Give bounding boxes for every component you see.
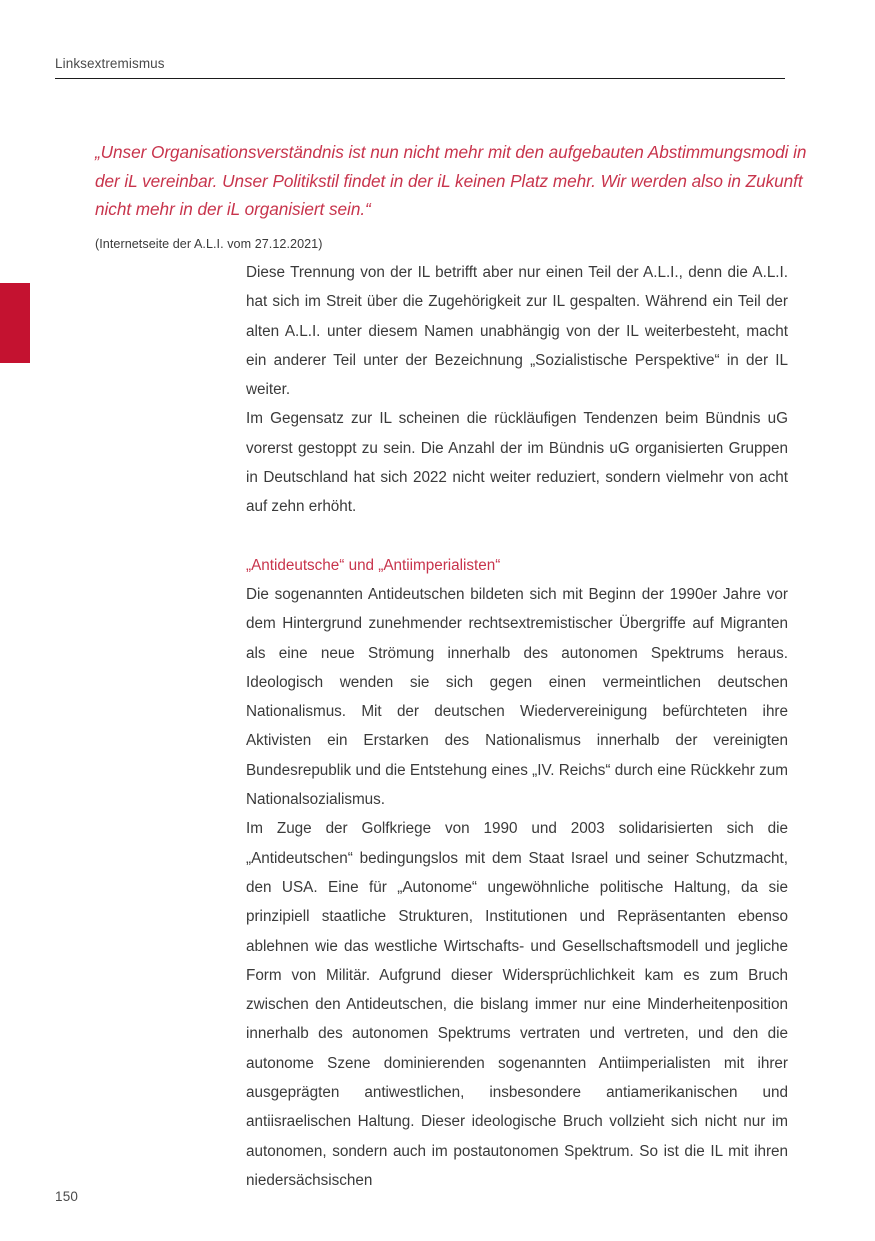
body-paragraph-1: Diese Trennung von der IL betrifft aber nur einen Teil der A.L.I., denn die A.L.I. hat sich im Streit über die Zugehörigkeit zur IL gespalten. Während ein Teil der alten A.L.I. unter diesem Namen unabhängig von der IL weiterbesteht, macht ein anderer Teil unter der Bezeichnung „Sozialistische Perspektive“ in der IL weiter. [246, 264, 788, 399]
main-text-column [246, 258, 788, 1195]
pull-quote-text: „Unser Organisationsverständnis ist nun nicht mehr mit den aufgebauten Abstimmungsmodi in der iL vereinbar. Unser Politikstil findet in der iL keinen Platz mehr. Wir werden also in Zukunft nicht mehr in der iL organisiert sein.“ [95, 142, 807, 220]
running-head-label: Linksextremismus [55, 56, 165, 71]
running-head [55, 55, 785, 79]
section-heading: „Antideutsche“ und „Antiimperialisten“ [246, 556, 501, 574]
pull-quote-source: (Internetseite der A.L.I. vom 27.12.2021) [95, 236, 323, 251]
page-number: 150 [55, 1189, 79, 1204]
body-paragraph-2: Im Gegensatz zur IL scheinen die rückläufigen Tendenzen beim Bündnis uG vorerst gestoppt zu sein. Die Anzahl der im Bündnis uG organisierten Gruppen in Deutschland hat sich 2022 nicht weiter reduziert, sondern vielmehr von acht auf zehn erhöht. [246, 410, 788, 516]
chapter-margin-tab [0, 283, 30, 363]
running-head-rule [55, 78, 785, 79]
body-paragraph-4: Im Zuge der Golfkriege von 1990 und 2003 solidarisierten sich die „Antideutschen“ bedingungslos mit dem Staat Israel und seiner Schutzmacht, den USA. Eine für „Autonome“ ungewöhnliche politische Haltung, da sie prinzipiell staatliche Strukturen, Institutionen und Repräsentanten ebenso ablehnen wie das westliche Wirtschafts- und Gesellschaftsmodell und jegliche Form von Militär. Aufgrund dieser Widersprüchlichkeit kam es zum Bruch zwischen den Antideutschen, die bislang immer nur eine Minderheitenposition innerhalb des autonomen Spektrums vertraten und vertreten, und den die autonome Szene dominierenden sogenannten Antiimperialisten mit ihrer ausgeprägten antiwestlichen, insbesondere antiamerikanischen und antiisraelischen Haltung. Dieser ideologische Bruch vollzieht sich nicht nur im autonomen, sondern auch im postautonomen Spektrum. So ist die IL mit ihren niedersächsischen [246, 820, 788, 1189]
body-paragraph-3: Die sogenannten Antideutschen bildeten sich mit Beginn der 1990er Jahre vor dem Hintergrund zunehmender rechtsextremistischer Übergriffe auf Migranten als eine neue Strömung innerhalb des autonomen Spektrums heraus. Ideologisch wenden sie sich gegen einen vermeintlichen deutschen Nationalismus. Mit der deutschen Wiedervereinigung befürchteten ihre Aktivisten ein Erstarken des Nationalismus innerhalb der vereinigten Bundesrepublik und die Entstehung eines „IV. Reichs“ durch eine Rückkehr zum Nationalsozialismus. [246, 585, 788, 809]
section-spacer [246, 522, 788, 551]
pull-quote [95, 138, 828, 253]
